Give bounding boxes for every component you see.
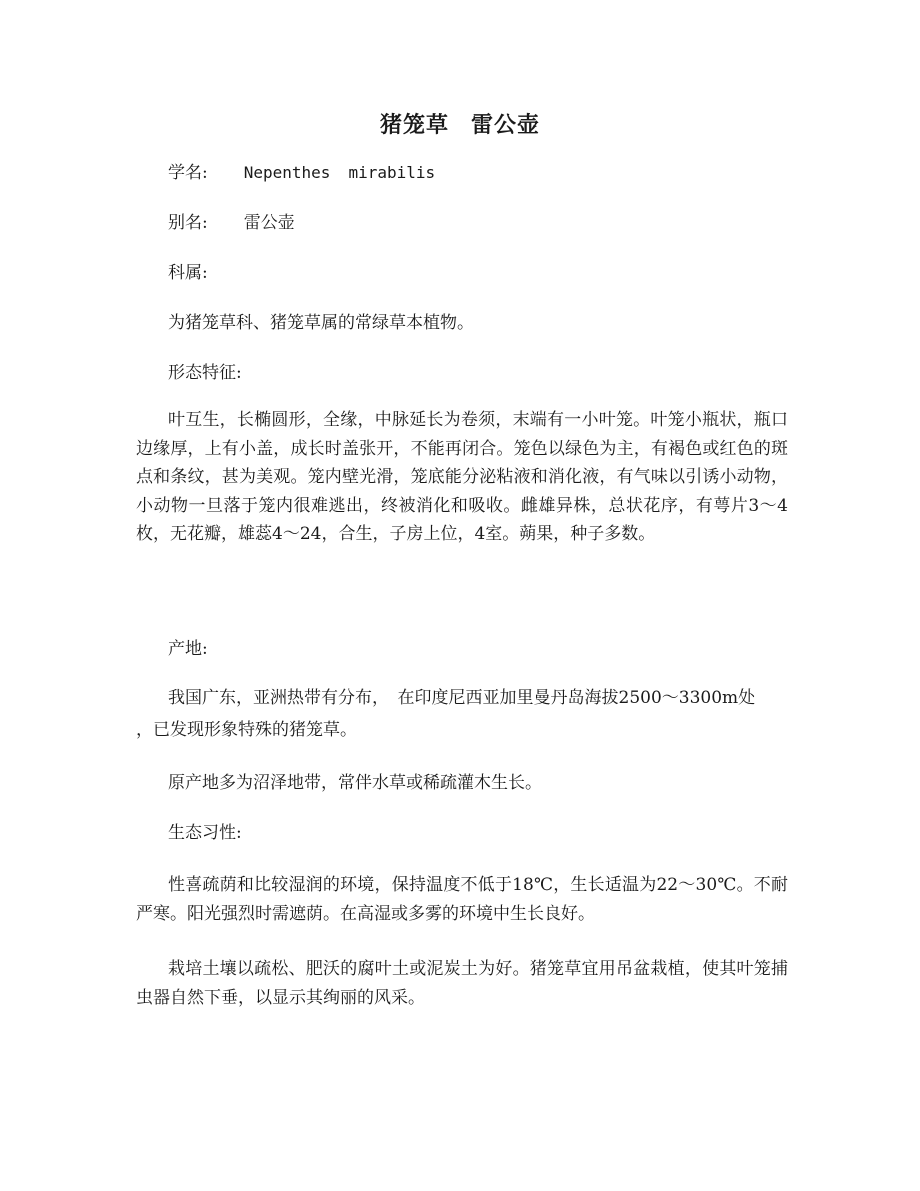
origin-text-1b: ，已发现形象特殊的猪笼草。 <box>136 720 357 740</box>
scientific-genus: Nepenthes <box>243 163 331 182</box>
ecology-label: 生态习性: <box>168 823 242 843</box>
scientific-species: mirabilis <box>348 163 436 182</box>
alias-value: 雷公壶 <box>243 213 295 233</box>
alias-label: 别名: <box>168 213 208 233</box>
family-text: 为猪笼草科、猪笼草属的常绿草本植物。 <box>168 313 474 333</box>
family-label: 科属: <box>168 263 208 283</box>
title-part-a: 猪笼草 <box>379 112 449 138</box>
ecology-text-2: 栽培土壤以疏松、肥沃的腐叶土或泥炭土为好。猪笼草宜用吊盆栽植，使其叶笼捕虫器自然下垂，以显示其绚丽的风采。 <box>136 959 788 1008</box>
morphology-text: 叶互生，长椭圆形，全缘，中脉延长为卷须，末端有一小叶笼。叶笼小瓶状，瓶口边缘厚，上有小盖，成长时盖张开，不能再闭合。笼色以绿色为主，有褐色或红色的斑点和条纹，甚为美观。笼内壁光滑，笼底能分泌粘液和消化液，有气味以引诱小动物，小动物一旦落于笼内很难逃出，终被消化和吸收。雌雄异株，总状花序，有萼片3～4枚，无花瓣，雄蕊4～24，合生，子房上位，4室。蒴果，种子多数。 <box>136 410 788 545</box>
origin-text-2: 原产地多为沼泽地带，常伴水草或稀疏灌木生长。 <box>168 773 542 793</box>
ecology-text-1: 性喜疏荫和比较湿润的环境，保持温度不低于18℃，生长适温为22～30℃。不耐严寒。阳光强烈时需遮荫。在高湿或多雾的环境中生长良好。 <box>136 875 788 924</box>
origin-label: 产地: <box>168 639 208 659</box>
scientific-name-line <box>168 160 435 186</box>
scientific-name-label: 学名: <box>168 163 208 183</box>
alias-line <box>168 210 295 236</box>
morphology-label: 形态特征: <box>168 363 242 383</box>
title-part-b: 雷公壶 <box>471 112 541 138</box>
page-title <box>0 108 920 139</box>
origin-text-1: 我国广东，亚洲热带有分布， 在印度尼西亚加里曼丹岛海拔2500～3300m处 <box>168 688 756 708</box>
